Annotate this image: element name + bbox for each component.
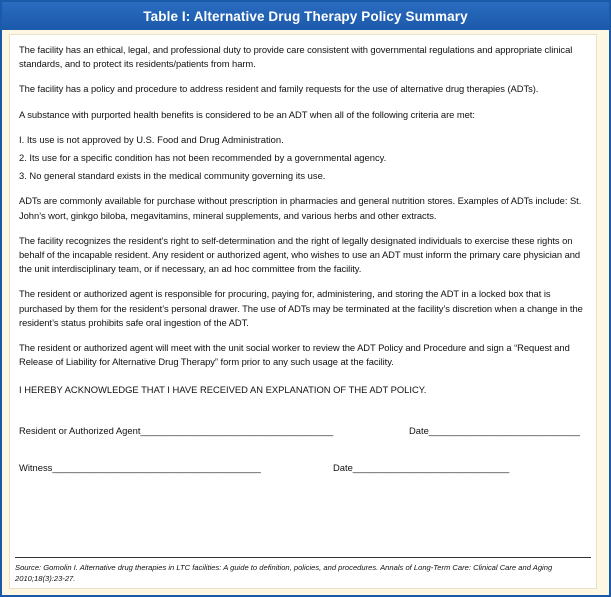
table-title: Table I: Alternative Drug Therapy Policy Summary <box>2 2 609 30</box>
agent-signature-row <box>19 424 588 438</box>
witness-date-line[interactable]: Date______________________________ <box>333 461 510 473</box>
paragraph-policy: The facility has a policy and procedure to address resident and family requests for the use of alternative drug therapies (ADTs). <box>19 83 539 95</box>
agent-date-line[interactable]: Date_____________________________ <box>409 424 581 436</box>
paragraph-duty: The facility has an ethical, legal, and professional duty to provide care consistent with governmental regulations and appropriate clinical standards, and to protect its residents/patients from harm. <box>19 44 573 70</box>
paragraph-availability: ADTs are commonly available for purchase without prescription in pharmacies and general nutrition stores. Examples of ADTs include: St. John’s wort, ginkgo biloba, megavitamins, mineral supplements, and various herbs and other extracts. <box>19 195 582 221</box>
criterion-item: I. Its use is not approved by U.S. Food and Drug Administration. <box>19 133 284 145</box>
paragraph-review: The resident or authorized agent will meet with the unit social worker to review the ADT Policy and Procedure and sign a “Request and Release of Liability for Alternative Drug Therapy” form prior to any such usage at the facility. <box>19 342 570 368</box>
criterion-item: 3. No general standard exists in the medical community governing its use. <box>19 170 326 182</box>
agent-signature-line[interactable]: Resident or Authorized Agent_____________________________________ <box>19 424 334 436</box>
acknowledgement-statement: I HEREBY ACKNOWLEDGE THAT I HAVE RECEIVED AN EXPLANATION OF THE ADT POLICY. <box>19 384 427 396</box>
paragraph-responsibility: The resident or authorized agent is responsible for procuring, paying for, administering, and storing the ADT in a locked box that is purchased by them for the resident’s personal drawer. The use of ADTs may be terminated at the facility’s discretion when a change in the resident’s status prohibits safe oral ingestion of the ADT. <box>19 288 583 328</box>
witness-signature-line[interactable]: Witness________________________________________ <box>19 461 261 473</box>
paragraph-rights: The facility recognizes the resident’s right to self-determination and the right of legally designated individuals to exercise these rights on behalf of the incapable resident. Any resident or authorized agent, who wishes to use an ADT must inform the primary care physician and the unit interdisciplinary team, or if necessary, an ad hoc committee from the facility. <box>19 234 581 275</box>
paragraph-criteria-intro: A substance with purported health benefits is considered to be an ADT when all of the following criteria are met: <box>19 108 475 120</box>
criterion-item: 2. Its use for a specific condition has not been recommended by a governmental agency. <box>19 152 387 164</box>
table-body <box>9 34 597 589</box>
source-citation: Source: Gomolin I. Alternative drug therapies in LTC facilities: A guide to definition, policies, and procedures. Annals of Long-Term Care: Clinical Care and Aging 2010;18(3):23-27. <box>15 557 591 584</box>
witness-signature-row <box>19 461 588 475</box>
